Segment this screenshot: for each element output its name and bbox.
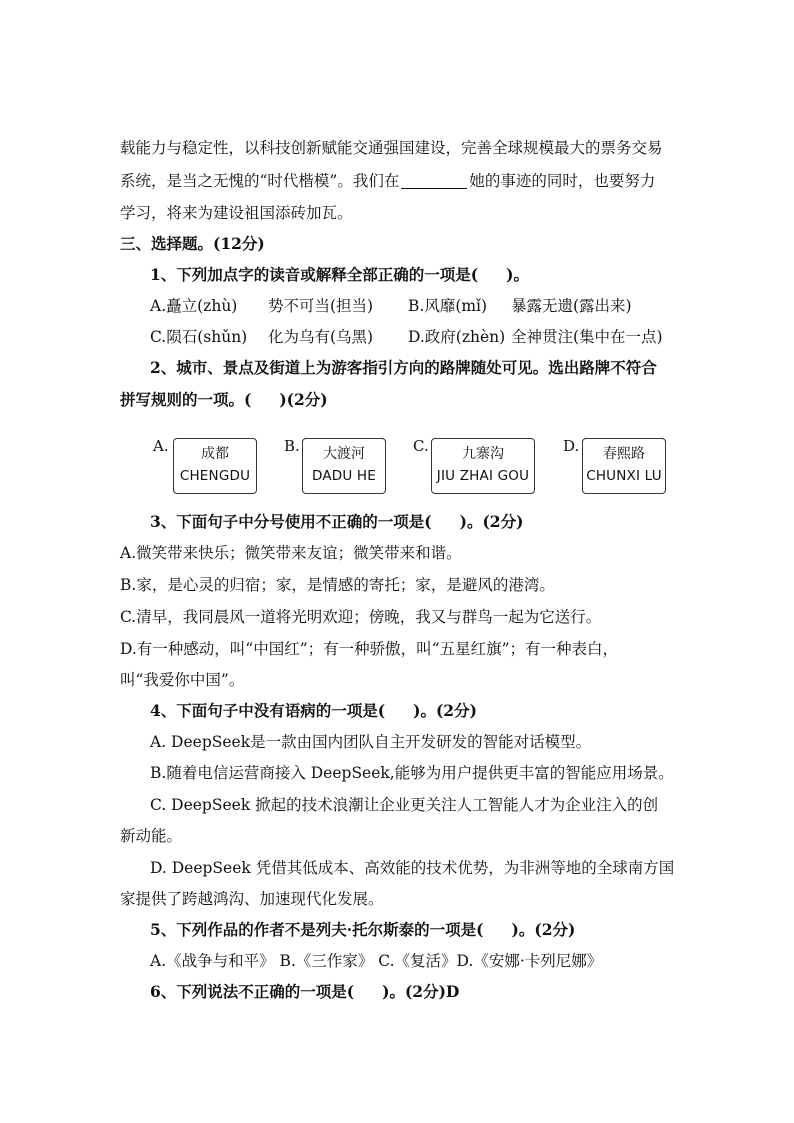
q4-option-c-line-2: 新动能。 [120,827,183,845]
sign-a-chinese: 成都 [201,446,229,462]
q4-option-c-line-1: C. DeepSeek 掀起的技术浪潮让企业更关注人工智能人才为企业注入的创 [150,796,659,814]
q2-stem-line-2: 拼写规则的一项。( )(2分) [120,390,328,409]
sign-a-letter: A. [153,437,169,455]
q3-stem: 3、下面句子中分号使用不正确的一项是( )。(2分) [150,512,524,531]
sign-c-pinyin: JIU ZHAI GOU [436,468,530,484]
q1-stem: 1、下列加点字的读音或解释全部正确的一项是( )。 [150,265,529,284]
q3-option-b: B.家，是心灵的归宿；家，是情感的寄托；家，是避风的港湾。 [120,576,555,594]
q1-option-a: A.矗立(zhù) [150,297,238,315]
q4-option-d-line-2: 家提供了跨越鸿沟、加速现代化发展。 [120,890,384,908]
sign-b-pinyin: DADU HE [311,468,377,484]
intro-line-3: 学习，将来为建设祖国添砖加瓦。 [120,204,353,222]
q4-option-b: B.随着电信运营商接入 DeepSeek,能够为用户提供更丰富的智能应用场景。 [150,764,674,782]
sign-d-chinese: 春熙路 [603,446,645,462]
sign-a-pinyin: CHENGDU [179,468,251,484]
q2-stem-line-1: 2、城市、景点及街道上为游客指引方向的路牌随处可见。选出路牌不符合 [150,358,657,377]
q3-option-d-line-2: 叫“我爱你中国”。 [120,671,245,689]
sign-b[interactable] [302,438,386,494]
sign-a[interactable] [173,438,257,494]
intro-line-2: 系统，是当之无愧的“时代楷模”。我们在 她的事迹的同时，也要努力 [120,172,656,190]
sign-c-letter: C. [413,437,429,455]
sign-c-chinese: 九寨沟 [462,446,504,462]
q4-option-a: A. DeepSeek是一款由国内团队自主开发研发的智能对话模型。 [150,733,592,751]
sign-b-chinese: 大渡河 [323,446,365,462]
q5-stem: 5、下列作品的作者不是列夫·托尔斯泰的一项是( )。(2分) [150,920,576,939]
q5-options: A.《战争与和平》 B.《三作家》 C.《复活》D.《安娜·卡列尼娜》 [150,952,603,970]
sign-d-pinyin: CHUNXI LU [586,468,662,484]
q1-option-c: C.陨石(shǔn) [150,328,248,346]
intro-line-1: 载能力与稳定性，以科技创新赋能交通强国建设，完善全球规模最大的票务交易 [120,139,663,157]
q6-stem: 6、下列说法不正确的一项是( )。(2分)D [150,982,460,1001]
sign-c[interactable] [431,438,535,494]
q1-option-c-word: 化为乌有(乌黑) [268,328,374,346]
q4-stem: 4、下面句子中没有语病的一项是( )。(2分) [150,701,477,720]
sign-d-letter: D. [563,437,580,455]
q3-option-c: C.清早，我同晨风一道将光明欢迎；傍晚，我又与群鸟一起为它送行。 [120,608,602,626]
q1-option-b: B.风靡(mǐ) [408,297,488,315]
q1-option-a-word: 势不可当(担当) [268,297,374,315]
sign-b-letter: B. [284,437,300,455]
q3-option-a: A.微笑带来快乐；微笑带来友谊；微笑带来和谐。 [120,544,462,562]
q1-option-d-word: 全神贯注(集中在一点) [511,328,663,346]
q1-option-d: D.政府(zhèn) [408,328,506,346]
sign-d[interactable] [582,438,666,494]
q4-option-d-line-1: D. DeepSeek 凭借其低成本、高效能的技术优势，为非洲等地的全球南方国 [150,859,675,877]
q3-option-d-line-1: D.有一种感动，叫“中国红”；有一种骄傲，叫“五星红旗”；有一种表白， [120,640,619,658]
section-heading: 三、选择题。(12分) [120,234,265,253]
q1-option-b-word: 暴露无遗(露出来) [511,297,632,315]
